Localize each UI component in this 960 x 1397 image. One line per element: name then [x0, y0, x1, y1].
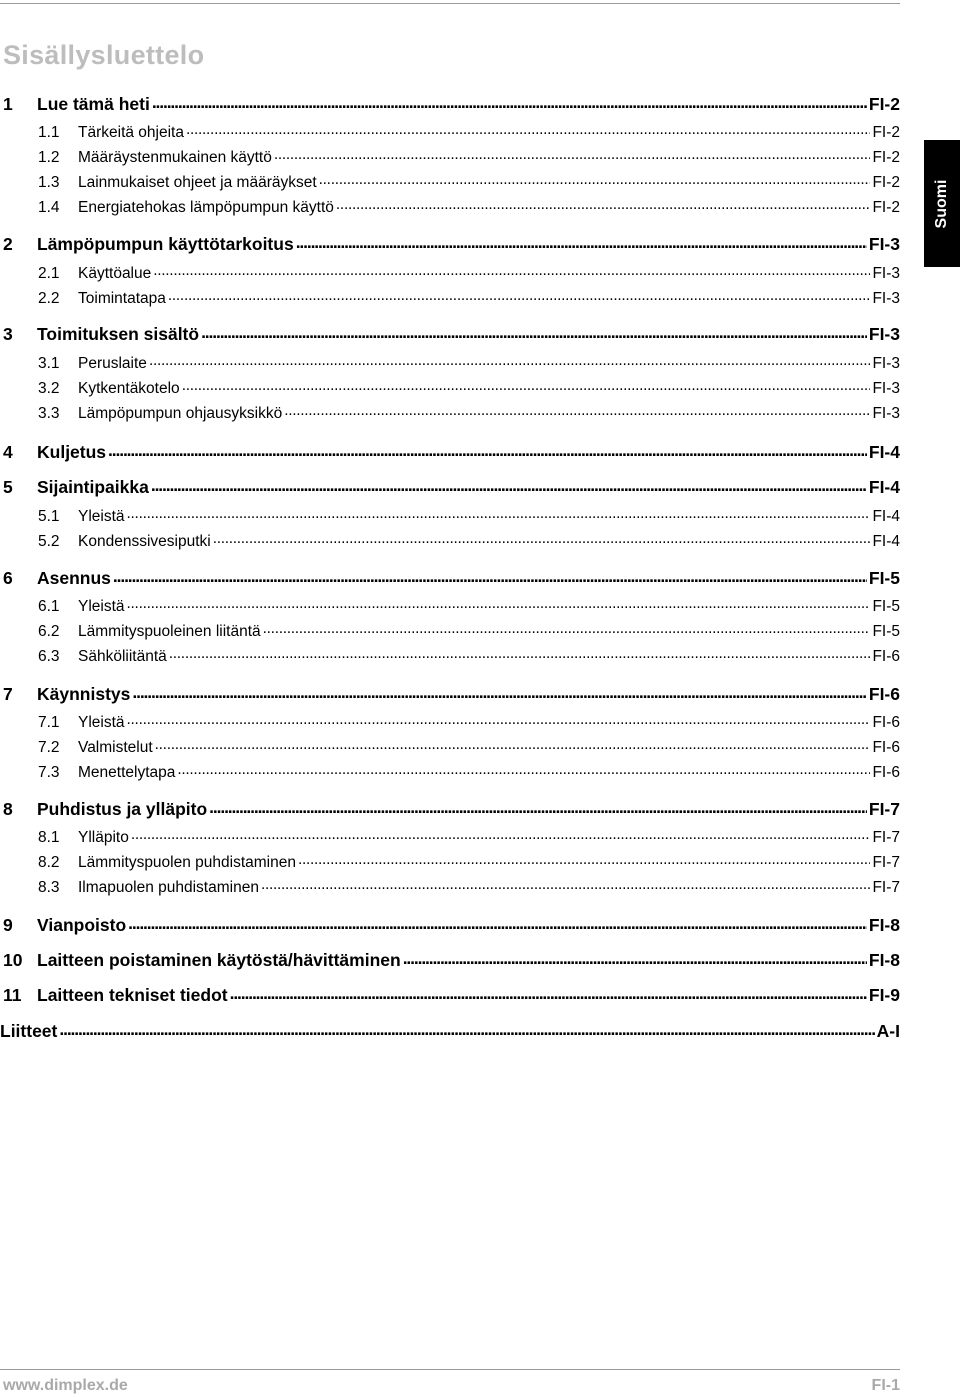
toc-entry-page: FI-5: [868, 567, 900, 588]
footer-page-number: FI-1: [871, 1377, 900, 1394]
toc-entry-page: FI-3: [872, 404, 900, 422]
toc-entry-page: FI-8: [868, 914, 900, 935]
toc-dot-leader: [113, 566, 867, 584]
toc-entry-page: FI-2: [872, 148, 900, 166]
toc-dot-leader: [155, 736, 871, 752]
toc-dot-leader: [127, 711, 871, 727]
toc-dot-leader: [296, 232, 867, 250]
toc-entry-label: Menettelytapa: [78, 763, 176, 781]
toc-entry-page: FI-4: [868, 476, 900, 497]
toc-dot-leader: [261, 876, 870, 892]
toc-dot-leader: [177, 761, 870, 777]
toc-dot-leader: [336, 196, 871, 212]
toc-entry-number: 8: [3, 798, 13, 819]
toc-dot-leader: [169, 645, 871, 661]
toc-entry-number: 6.2: [38, 622, 60, 640]
toc-entry[interactable]: [0, 92, 900, 115]
toc-entry-number: 11: [3, 984, 22, 1005]
toc-entry-number: 5: [3, 476, 13, 497]
toc-dot-leader: [319, 171, 871, 187]
toc-entry[interactable]: [0, 948, 900, 971]
toc-dot-leader: [149, 352, 871, 368]
toc-entry-page: FI-7: [872, 828, 900, 846]
toc-entry[interactable]: [0, 566, 900, 589]
toc-entry-number: 7.2: [38, 738, 60, 756]
toc-entry-page: FI-8: [868, 949, 900, 970]
toc-entry-label: Laitteen poistaminen käytöstä/hävittäminen: [37, 949, 401, 970]
toc-dot-leader: [209, 797, 867, 815]
toc-entry-label: Lainmukaiset ohjeet ja määräykset: [78, 173, 317, 191]
toc-dot-leader: [127, 505, 871, 521]
toc-entry[interactable]: [0, 475, 900, 498]
toc-entry[interactable]: [0, 322, 900, 345]
toc-entry-label: Yleistä: [78, 713, 125, 731]
toc-entry-page: FI-2: [872, 198, 900, 216]
toc-entry-page: FI-3: [872, 354, 900, 372]
toc-entry-label: Valmistelut: [78, 738, 153, 756]
toc-entry-number: 3: [3, 323, 13, 344]
toc-entry-page: FI-7: [868, 798, 900, 819]
toc-entry-page: FI-2: [872, 123, 900, 141]
toc-entry[interactable]: [0, 620, 900, 641]
toc-entry[interactable]: [0, 146, 900, 167]
top-rule: [0, 3, 900, 4]
toc-dot-leader: [152, 92, 867, 110]
toc-entry-label: Sijaintipaikka: [37, 476, 149, 497]
toc-entry[interactable]: [0, 711, 900, 732]
toc-entry-number: 1.4: [38, 198, 60, 216]
toc-entry[interactable]: [0, 262, 900, 283]
toc-entry[interactable]: [0, 797, 900, 820]
toc-entry[interactable]: [0, 826, 900, 847]
toc-entry-number: 1.3: [38, 173, 60, 191]
toc-entry-label: Käynnistys: [37, 683, 131, 704]
toc-entry-number: 3.1: [38, 354, 60, 372]
toc-entry-page: FI-9: [868, 984, 900, 1005]
toc-entry-label: Peruslaite: [78, 354, 147, 372]
toc-entry-label: Toimintatapa: [78, 289, 166, 307]
toc-entry[interactable]: [0, 530, 900, 551]
toc-entry-page: FI-2: [872, 173, 900, 191]
toc-entry[interactable]: [0, 196, 900, 217]
toc-entry-number: 8.3: [38, 878, 60, 896]
toc-entry-number: 7: [3, 683, 13, 704]
toc-entry-label: Ylläpito: [78, 828, 129, 846]
toc-entry-number: 6: [3, 567, 13, 588]
toc-dot-leader: [182, 377, 871, 393]
toc-entry-number: 1: [3, 93, 13, 114]
toc-entry-number: 2.2: [38, 289, 60, 307]
toc-entry-page: FI-3: [868, 233, 900, 254]
toc-entry-page: FI-2: [868, 93, 900, 114]
toc-entry[interactable]: [0, 913, 900, 936]
language-tab-label: Suomi: [933, 179, 950, 228]
toc-entry-label: Yleistä: [78, 507, 125, 525]
toc-entry-page: FI-6: [872, 713, 900, 731]
toc-entry-page: FI-7: [872, 853, 900, 871]
toc-entry-number: 3.2: [38, 379, 60, 397]
toc-entry-number: 2: [3, 233, 13, 254]
toc-entry-label: Asennus: [37, 567, 111, 588]
toc-entry[interactable]: [0, 1019, 900, 1042]
toc-entry[interactable]: [0, 121, 900, 142]
toc-entry-page: FI-6: [872, 647, 900, 665]
toc-entry[interactable]: [0, 682, 900, 705]
toc-entry-number: 5.1: [38, 507, 60, 525]
toc-dot-leader: [274, 146, 871, 162]
toc-entry-number: 2.1: [38, 264, 60, 282]
toc-entry-number: 9: [3, 914, 13, 935]
toc-entry[interactable]: [0, 352, 900, 373]
toc-entry-label: Lämmityspuolen puhdistaminen: [78, 853, 296, 871]
toc-entry-page: FI-3: [872, 379, 900, 397]
toc-dot-leader: [131, 826, 871, 842]
toc-entry-label: Energiatehokas lämpöpumpun käyttö: [78, 198, 334, 216]
toc-dot-leader: [108, 440, 867, 458]
toc-dot-leader: [128, 913, 867, 931]
toc-entry[interactable]: [0, 440, 900, 463]
toc-entry-label: Tärkeitä ohjeita: [78, 123, 184, 141]
toc-entry[interactable]: [0, 645, 900, 666]
toc-dot-leader: [59, 1019, 874, 1037]
toc-dot-leader: [186, 121, 870, 137]
toc-entry-page: A-I: [876, 1020, 900, 1041]
toc-entry-label: Yleistä: [78, 597, 125, 615]
toc-entry-number: 6.1: [38, 597, 60, 615]
toc-entry[interactable]: [0, 595, 900, 616]
toc-entry[interactable]: [0, 851, 900, 872]
toc-entry[interactable]: [0, 377, 900, 398]
toc-entry-page: FI-6: [868, 683, 900, 704]
toc-entry[interactable]: [0, 232, 900, 255]
toc-entry-number: 7.3: [38, 763, 60, 781]
toc-entry-page: FI-6: [872, 763, 900, 781]
toc-entry[interactable]: [0, 876, 900, 897]
toc-entry-label: Kytkentäkotelo: [78, 379, 180, 397]
toc-entry-number: 4: [3, 441, 13, 462]
toc-entry-label: Lämpöpumpun käyttötarkoitus: [37, 233, 294, 254]
toc-entry-page: FI-5: [872, 597, 900, 615]
toc-dot-leader: [168, 287, 871, 303]
toc-entry-page: FI-7: [872, 878, 900, 896]
toc-entry-label: Lämpöpumpun ohjausyksikkö: [78, 404, 283, 422]
toc-entry[interactable]: [0, 761, 900, 782]
toc-entry-label: Ilmapuolen puhdistaminen: [78, 878, 259, 896]
toc-entry-label: Toimituksen sisältö: [37, 323, 200, 344]
toc-dot-leader: [127, 595, 871, 611]
toc-entry-label: Määräystenmukainen käyttö: [78, 148, 272, 166]
toc-entry-label: Sähköliitäntä: [78, 647, 167, 665]
toc-entry[interactable]: [0, 983, 900, 1006]
toc-entry-page: FI-4: [868, 441, 900, 462]
toc-entry[interactable]: [0, 171, 900, 192]
toc-dot-leader: [284, 402, 870, 418]
toc-entry-page: FI-4: [872, 532, 900, 550]
toc-dot-leader: [213, 530, 871, 546]
toc-entry-number: 5.2: [38, 532, 60, 550]
toc-entry-number: 7.1: [38, 713, 60, 731]
toc-dot-leader: [298, 851, 870, 867]
bottom-rule: [0, 1369, 900, 1370]
toc-entry-page: FI-3: [872, 264, 900, 282]
toc-entry-label: Kuljetus: [37, 441, 107, 462]
toc-entry-page: FI-4: [872, 507, 900, 525]
toc-dot-leader: [230, 983, 867, 1001]
toc-entry-label: Lue tämä heti: [37, 93, 150, 114]
toc-entry-number: 1.1: [38, 123, 60, 141]
toc-dot-leader: [263, 620, 871, 636]
toc-entry-number: 10: [3, 949, 23, 970]
language-tab: [924, 140, 960, 267]
toc-dot-leader: [153, 262, 870, 278]
toc-entry-label: Laitteen tekniset tiedot: [37, 984, 228, 1005]
toc-entry-label: Käyttöalue: [78, 264, 152, 282]
toc-entry-label: Puhdistus ja ylläpito: [37, 798, 208, 819]
toc-entry-page: FI-6: [872, 738, 900, 756]
page-title: Sisällysluettelo: [3, 40, 205, 70]
toc-dot-leader: [403, 948, 867, 966]
toc-entry-number: 8.1: [38, 828, 60, 846]
toc-entry-label: Liitteet: [0, 1020, 58, 1041]
toc-entry[interactable]: [0, 402, 900, 423]
toc-entry-label: Kondenssivesiputki: [78, 532, 211, 550]
toc-entry-page: FI-5: [872, 622, 900, 640]
toc-dot-leader: [151, 475, 867, 493]
toc-entry-label: Vianpoisto: [37, 914, 127, 935]
toc-entry-page: FI-3: [872, 289, 900, 307]
toc-entry-number: 6.3: [38, 647, 60, 665]
toc-entry[interactable]: [0, 505, 900, 526]
toc-entry[interactable]: [0, 287, 900, 308]
toc-entry-page: FI-3: [868, 323, 900, 344]
footer-url: www.dimplex.de: [3, 1377, 128, 1394]
toc-dot-leader: [132, 682, 867, 700]
toc-entry[interactable]: [0, 736, 900, 757]
toc-entry-label: Lämmityspuoleinen liitäntä: [78, 622, 261, 640]
toc-entry-number: 3.3: [38, 404, 60, 422]
toc-entry-number: 8.2: [38, 853, 60, 871]
toc-dot-leader: [201, 322, 867, 340]
toc-entry-number: 1.2: [38, 148, 60, 166]
